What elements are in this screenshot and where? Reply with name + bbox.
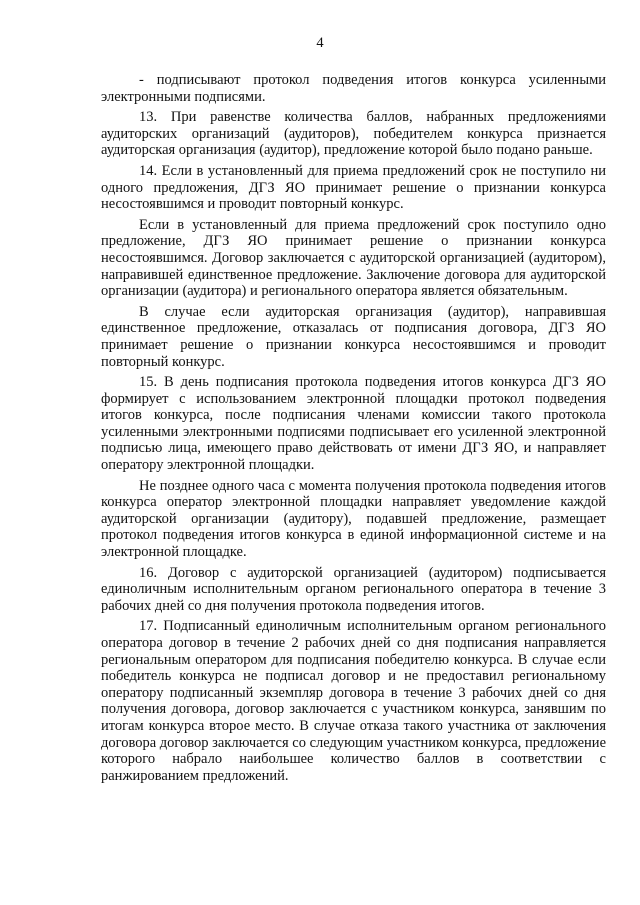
- paragraph-signing-protocol: - подписывают протокол подведения итогов конкурса усиленными электронными подписями.: [101, 72, 606, 105]
- paragraph-single-proposal: Если в установленный для приема предложений срок поступило одно предложение, ДГЗ ЯО принимает решение о признании конкурса несостоявшимся. Договор заключается с аудиторской организацией (аудитором), направившей единственное предложение. Заключение договора для аудиторской организации (аудитора) и регионального оператора является обязательным.: [101, 216, 606, 300]
- paragraph-16-contract-signing: 16. Договор с аудиторской организацией (аудитором) подписывается единоличным исполнительным органом регионального оператора в течение 3 рабочих дней со дня получения протокола подведения итогов.: [101, 564, 606, 614]
- paragraph-refusal-to-sign: В случае если аудиторская организация (аудитор), направившая единственное предложение, отказалась от подписания договора, ДГЗ ЯО принимает решение о признании конкурса несостоявшимся и проводит повторный конкурс.: [101, 303, 606, 370]
- page-number: 4: [316, 35, 324, 51]
- paragraph-notification: Не позднее одного часа с момента получения протокола подведения итогов конкурса оператор электронной площадки направляет уведомление каждой аудиторской организации (аудитору), подавшей предложение, размещает протокол подведения итогов конкурса в единой информационной системе и на электронной площадке.: [101, 477, 606, 561]
- paragraph-13-equal-points: 13. При равенстве количества баллов, набранных предложениями аудиторских организаций (аудиторов), победителем конкурса признается аудиторская организация (аудитор), предложение которой было подано раньше.: [101, 109, 606, 159]
- paragraph-14-no-proposals: 14. Если в установленный для приема предложений срок не поступило ни одного предложения, ДГЗ ЯО принимает решение о признании конкурса несостоявшимся и проводит повторный конкурс.: [101, 162, 606, 213]
- document-body: [101, 72, 606, 784]
- paragraph-15-results-protocol: 15. В день подписания протокола подведения итогов конкурса ДГЗ ЯО формирует с использованием электронной площадки протокол подведения итогов конкурса, после подписания членами комиссии такого протокола усиленными электронными подписями подписывает его усиленной электронной подписью лица, имеющего право действовать от имени ДГЗ ЯО, и направляет оператору электронной площадки.: [101, 374, 606, 474]
- paragraph-17-contract-delivery: 17. Подписанный единоличным исполнительным органом регионального оператора договор в течение 2 рабочих дней со дня подписания направляется региональным оператором для подписания победителю конкурса. В случае если победитель конкурса не подписал договор и не предоставил региональному оператору подписанный экземпляр договора в течение 3 рабочих дней со дня получения договора, договор заключается с участником конкурса, занявшим по итогам конкурса второе место. В случае отказа такого участника от заключения договора договор заключается со следующим участником конкурса, предложение которого набрало наибольшее количество баллов в соответствии с ранжированием предложений.: [101, 618, 606, 784]
